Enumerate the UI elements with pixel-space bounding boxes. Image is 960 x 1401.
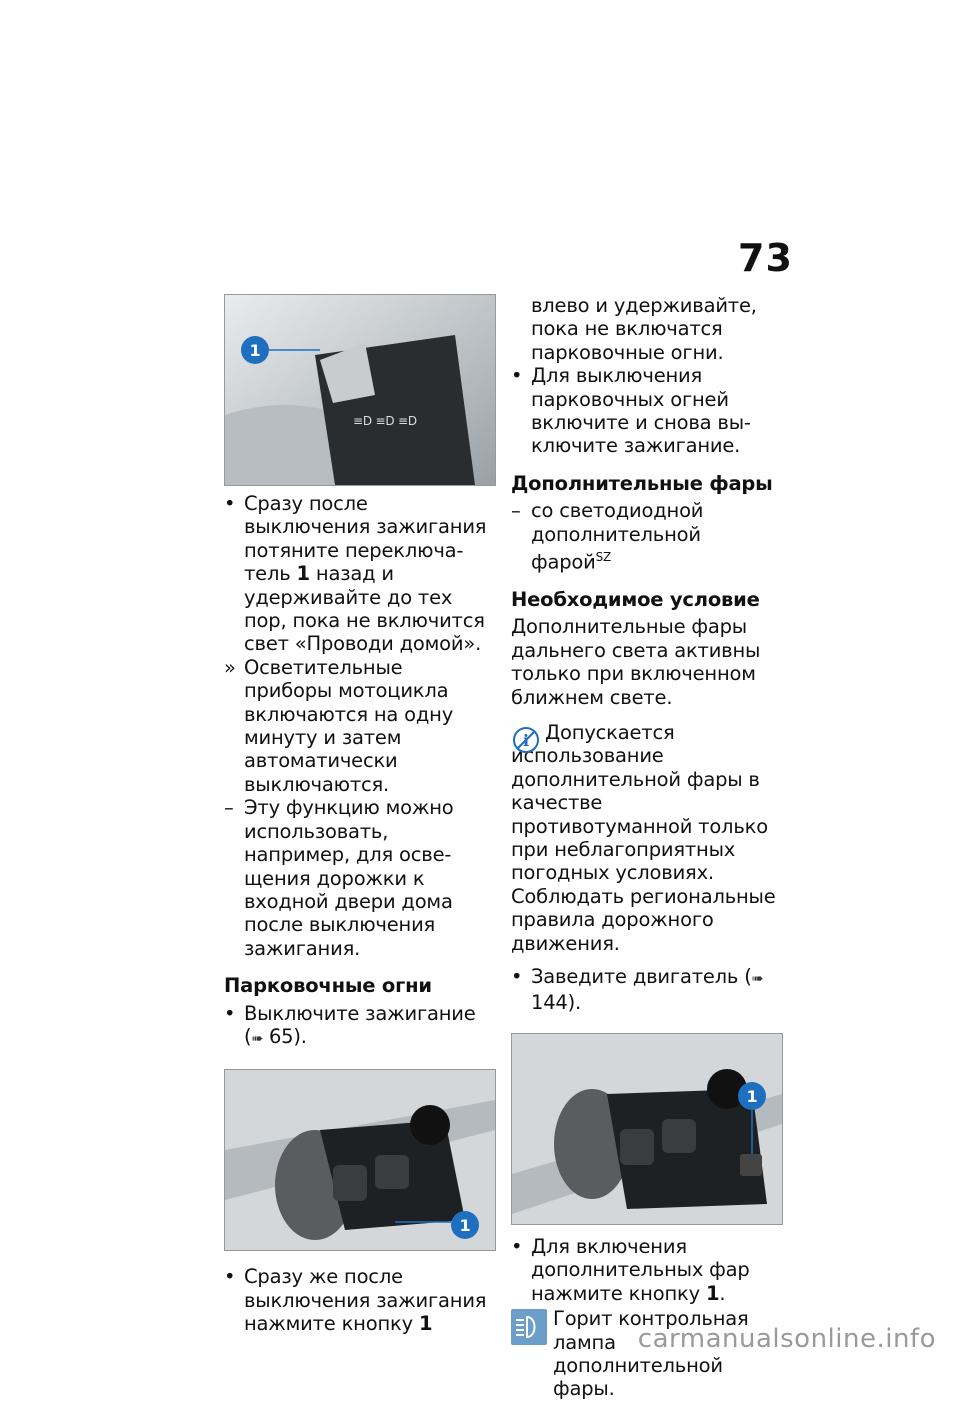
list-item: – Эту функцию можно использовать, например, для освещения дорожки к входной двери дома после выключения зажигания. xyxy=(224,796,454,960)
callout-1: 1 xyxy=(746,1086,758,1106)
list-item: • Для выключения парковочных огней включите и снова выключите зажигание. xyxy=(511,364,751,458)
figure-handlebar-switch xyxy=(224,294,496,486)
callout-1: 1 xyxy=(249,341,261,360)
list-item: • Выключите зажигание (➠ 65). xyxy=(224,1001,476,1048)
note-text: Допускается использование дополнительной фары в качестве противотуманной только при неблагоприятных погодных условиях. Соблюдать региональные правила дорожного движения. xyxy=(511,721,776,955)
heading-parking-lights: Парковочные огни xyxy=(224,974,432,998)
left-column xyxy=(224,294,490,1336)
page-ref-arrow-icon: ➠ xyxy=(251,1030,263,1047)
info-note xyxy=(511,721,777,955)
list-item: • Для включения дополнительных фар нажмите кнопку 1. xyxy=(511,1234,750,1305)
page-ref-arrow-icon: ➠ xyxy=(751,971,764,988)
page-number: 73 xyxy=(738,236,793,280)
svg-text:i: i xyxy=(523,731,529,750)
aux-button-illustration xyxy=(512,1034,782,1224)
list-item: • Сразу же после выключения зажигания нажмите кнопку 1 xyxy=(224,1265,487,1336)
control-unit-illustration xyxy=(225,1070,495,1250)
switch-illustration xyxy=(225,295,495,485)
watermark: carmanualsonline.info xyxy=(637,1324,936,1354)
heading-auxiliary-lights: Дополнительные фары xyxy=(511,471,773,495)
list-item: • Заведите двигатель (➠ 144). xyxy=(511,965,764,1015)
condition-text: Дополнительные фары дальнего света активны только при включенном ближнем свете. xyxy=(511,615,761,709)
indicator-text: Горит контрольная лампа дополнительной фары. xyxy=(553,1307,749,1401)
list-item: » Осветительные приборы мотоцикла включаются на одну минуту и затем автоматически выключаются. xyxy=(224,655,454,796)
right-column xyxy=(511,294,777,1401)
callout-1: 1 xyxy=(459,1216,471,1236)
figure-left-control-unit xyxy=(224,1069,496,1251)
heading-prerequisite: Необходимое условие xyxy=(511,587,760,611)
list-item: • Сразу после выключения зажигания потяните переключатель 1 назад и удерживайте до тех пор, пока не включится свет «Проводи домой». xyxy=(224,492,487,656)
svg-text:≡D ≡D ≡D: ≡D ≡D ≡D xyxy=(353,414,417,428)
figure-aux-light-button xyxy=(511,1033,783,1225)
info-icon xyxy=(511,725,541,759)
continued-text: влево и удерживайте, пока не включатся парковочные огни. xyxy=(531,294,757,364)
list-item: – со светодиодной дополнительной фарой$^{SZ}$ xyxy=(511,499,704,574)
auxiliary-light-indicator-icon xyxy=(511,1309,547,1345)
